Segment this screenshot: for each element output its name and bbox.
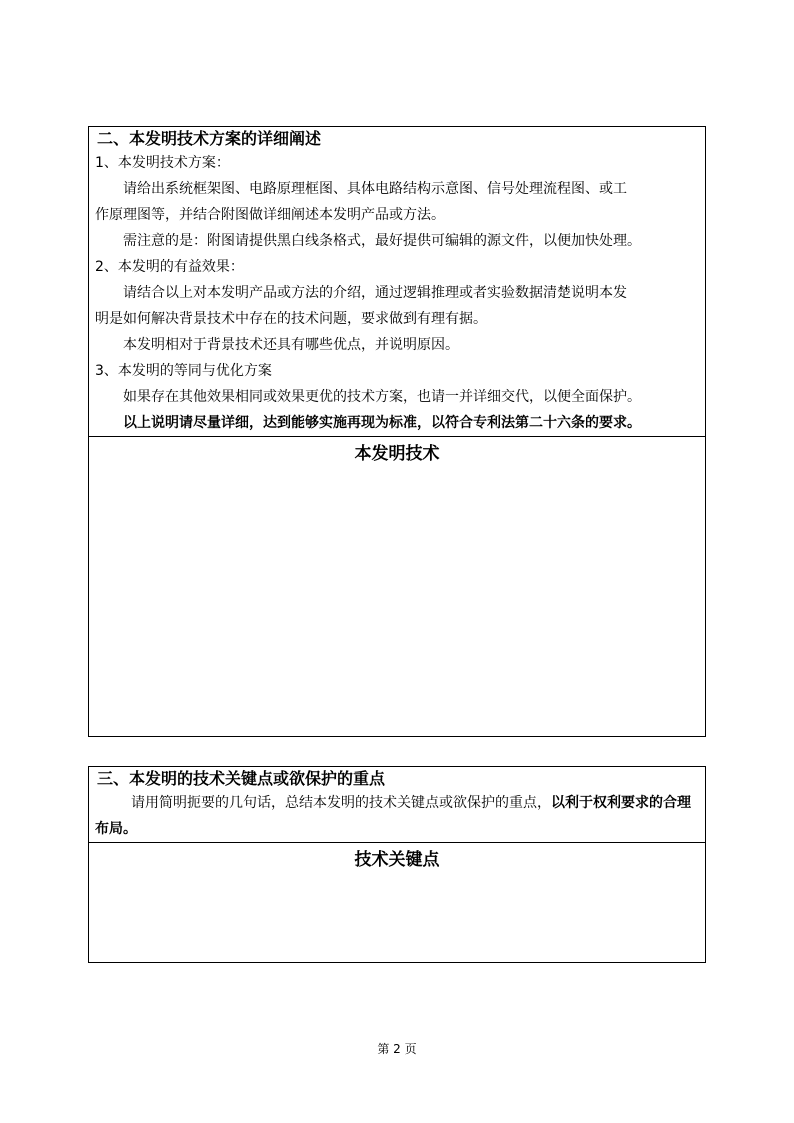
item2-note: 本发明相对于背景技术还具有哪些优点，并说明原因。 bbox=[123, 337, 459, 353]
emphasis-note: 以上说明请尽量详细，达到能够实施再现为标准，以符合专利法第二十六条的要求。 bbox=[123, 415, 641, 431]
section3-table bbox=[88, 766, 706, 963]
section2-instructions bbox=[89, 128, 705, 436]
item2-text-line2: 明是如何解决背景技术中存在的技术问题，要求做到有理有据。 bbox=[95, 311, 487, 327]
instruction-normal: 请用简明扼要的几句话，总结本发明的技术关键点或欲保护的重点， bbox=[131, 795, 551, 811]
section3-instruction bbox=[95, 790, 699, 842]
section3-heading: 三、本发明的技术关键点或欲保护的重点 bbox=[97, 769, 386, 788]
item2-label: 2、本发明的有益效果： bbox=[95, 259, 244, 275]
section2-divider bbox=[89, 436, 705, 437]
item2-text-line1: 请结合以上对本发明产品或方法的介绍，通过逻辑推理或者实验数据清楚说明本发 bbox=[123, 285, 627, 301]
item3-label: 3、本发明的等同与优化方案 bbox=[95, 363, 272, 379]
key-points-area[interactable] bbox=[89, 847, 705, 964]
invention-technique-area[interactable] bbox=[89, 441, 705, 726]
item1-text-line2: 作原理图等，并结合附图做详细阐述本发明产品或方法。 bbox=[95, 207, 445, 223]
item1-label: 1、本发明技术方案： bbox=[95, 155, 230, 171]
item3-text: 如果存在其他效果相同或效果更优的技术方案，也请一并详细交代，以便全面保护。 bbox=[123, 389, 641, 405]
item1-text-line1: 请给出系统框架图、电路原理框图、具体电路结构示意图、信号处理流程图、或工 bbox=[123, 181, 627, 197]
key-points-title: 技术关键点 bbox=[354, 850, 440, 870]
invention-technique-title: 本发明技术 bbox=[354, 444, 440, 464]
section3-instructions bbox=[89, 768, 705, 842]
item1-note: 需注意的是：附图请提供黑白线条格式，最好提供可编辑的源文件，以便加快处理。 bbox=[123, 233, 641, 249]
section2-table bbox=[88, 126, 706, 737]
section3-divider bbox=[89, 842, 705, 843]
instruction-bold: 以利于权利要求的合理布局。 bbox=[95, 795, 691, 837]
page-number: 第 2 页 bbox=[377, 1042, 417, 1056]
section2-heading: 二、本发明技术方案的详细阐述 bbox=[97, 129, 322, 148]
